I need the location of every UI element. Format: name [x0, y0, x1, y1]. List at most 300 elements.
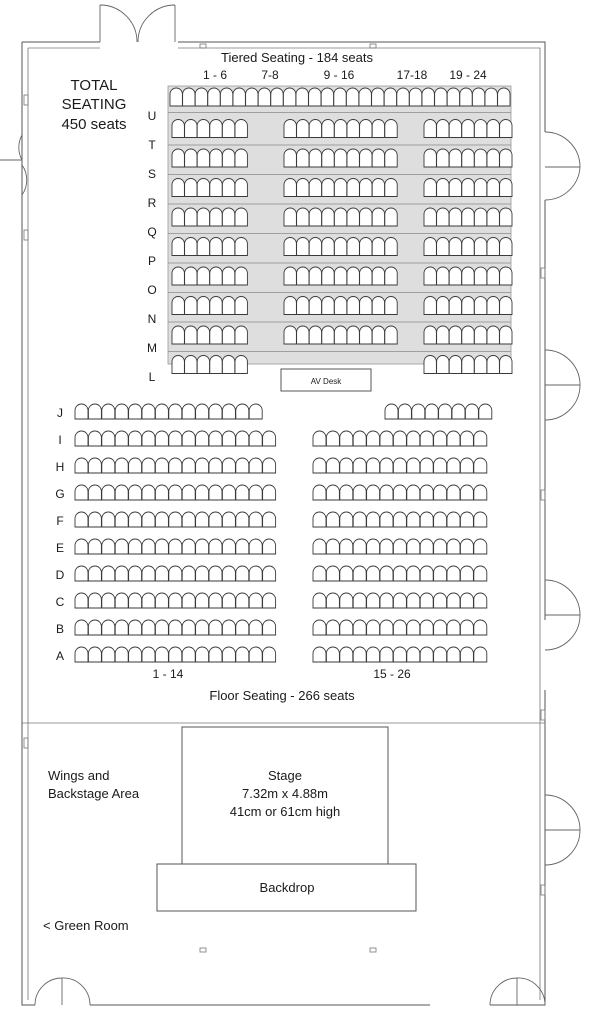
seat	[236, 431, 249, 446]
seat	[360, 326, 372, 344]
seat	[129, 458, 142, 473]
seat	[437, 267, 449, 285]
seat	[340, 431, 353, 446]
seat	[75, 431, 88, 446]
seat	[182, 431, 195, 446]
seat	[155, 593, 168, 608]
seat	[385, 208, 397, 226]
seat	[462, 237, 474, 255]
seat	[360, 179, 372, 197]
seat	[500, 297, 512, 315]
seat	[182, 458, 195, 473]
seat	[447, 485, 460, 500]
floor-seating-title: Floor Seating - 266 seats	[209, 688, 355, 703]
seat	[353, 458, 366, 473]
seat	[353, 512, 366, 527]
seat	[197, 297, 209, 315]
seat	[284, 208, 296, 226]
seat	[88, 512, 101, 527]
seat	[155, 431, 168, 446]
backdrop-label: Backdrop	[259, 880, 315, 895]
seat	[500, 356, 512, 374]
seat	[420, 431, 433, 446]
seat	[75, 593, 88, 608]
seat	[196, 566, 209, 581]
seat	[249, 431, 262, 446]
seat	[170, 88, 182, 106]
tier-row-label: L	[148, 370, 156, 384]
seat	[500, 238, 512, 256]
seat	[102, 566, 115, 581]
seat	[142, 566, 155, 581]
seat	[222, 593, 235, 608]
seat	[393, 458, 406, 473]
seat	[447, 593, 460, 608]
seat	[360, 208, 372, 226]
seat	[340, 647, 353, 662]
seat	[385, 404, 398, 419]
seat	[183, 88, 195, 106]
seat	[367, 512, 380, 527]
seat	[210, 238, 222, 256]
seat	[485, 88, 497, 106]
seat	[474, 208, 486, 226]
seat	[263, 458, 276, 473]
seat	[115, 620, 128, 635]
seat	[372, 120, 384, 138]
seat	[407, 620, 420, 635]
seat	[309, 267, 321, 285]
seat	[88, 404, 101, 419]
seat	[462, 297, 474, 315]
tiered-seating-title: Tiered Seating - 184 seats	[221, 50, 373, 65]
seat	[297, 179, 309, 197]
seat	[360, 297, 372, 315]
seat	[129, 539, 142, 554]
seat	[222, 620, 235, 635]
seat	[209, 539, 222, 554]
seat	[420, 512, 433, 527]
seat	[88, 458, 101, 473]
seat	[447, 431, 460, 446]
seat	[487, 297, 499, 315]
seat	[474, 149, 486, 167]
seat	[155, 647, 168, 662]
seat	[380, 593, 393, 608]
floor-row-label: J	[57, 406, 63, 420]
tier-column-label: 9 - 16	[323, 68, 355, 82]
seat	[474, 647, 487, 662]
seat	[424, 238, 436, 256]
seat	[460, 593, 473, 608]
seat	[235, 179, 247, 197]
seat	[437, 238, 449, 256]
seat	[326, 593, 339, 608]
seat	[462, 208, 474, 226]
seat	[185, 297, 197, 315]
seat	[437, 326, 449, 344]
seat	[235, 267, 247, 285]
seat	[452, 404, 465, 419]
seat	[169, 647, 182, 662]
seat	[169, 485, 182, 500]
seat	[385, 267, 397, 285]
seat	[334, 326, 346, 344]
tier-row-label: N	[147, 312, 157, 326]
seat	[487, 326, 499, 344]
seat	[322, 267, 334, 285]
seat	[129, 566, 142, 581]
seat	[465, 404, 478, 419]
seat	[407, 566, 420, 581]
seat	[197, 326, 209, 344]
seat	[249, 404, 262, 419]
tier-row-label: S	[147, 167, 157, 181]
seat	[385, 119, 397, 137]
seat	[425, 404, 438, 419]
seat	[155, 485, 168, 500]
seat	[297, 149, 309, 167]
seat	[182, 485, 195, 500]
seat	[479, 404, 492, 419]
seat	[380, 647, 393, 662]
seat	[407, 593, 420, 608]
seat	[263, 539, 276, 554]
seat	[407, 647, 420, 662]
seat	[236, 539, 249, 554]
seat	[102, 593, 115, 608]
seat	[449, 356, 461, 374]
seat	[129, 593, 142, 608]
seat	[474, 267, 486, 285]
seat	[326, 647, 339, 662]
stage-height: 41cm or 61cm high	[229, 804, 341, 819]
seat	[447, 647, 460, 662]
seat	[75, 566, 88, 581]
seat	[222, 297, 234, 315]
seat	[437, 149, 449, 167]
seat	[222, 119, 234, 137]
seat	[474, 297, 486, 315]
seat	[222, 647, 235, 662]
seat	[222, 431, 235, 446]
seat	[75, 458, 88, 473]
seat	[487, 179, 499, 197]
seat	[347, 238, 359, 256]
seat	[155, 404, 168, 419]
seat	[313, 431, 326, 446]
seat	[326, 566, 339, 581]
seat	[102, 458, 115, 473]
seat	[380, 458, 393, 473]
seat	[155, 539, 168, 554]
seat	[420, 647, 433, 662]
seat	[284, 238, 296, 256]
seat	[196, 647, 209, 662]
seat	[222, 208, 234, 226]
seat	[209, 458, 222, 473]
seat	[474, 539, 487, 554]
seat	[222, 512, 235, 527]
seat	[196, 539, 209, 554]
seat	[360, 238, 372, 256]
seat	[236, 620, 249, 635]
seat	[353, 593, 366, 608]
floor-row-label: C	[55, 595, 65, 609]
seat	[249, 620, 262, 635]
seat	[487, 208, 499, 226]
seat	[322, 208, 334, 226]
seat	[185, 267, 197, 285]
seat	[393, 485, 406, 500]
seat	[235, 326, 247, 344]
seat	[155, 566, 168, 581]
seat	[309, 179, 321, 197]
seat	[115, 458, 128, 473]
tiered-seating-block	[168, 86, 512, 374]
seat	[182, 539, 195, 554]
seat	[347, 267, 359, 285]
seat	[409, 88, 421, 106]
seat	[222, 326, 234, 344]
seat	[115, 566, 128, 581]
seat	[367, 620, 380, 635]
tier-row-label: Q	[147, 225, 157, 239]
seat	[385, 178, 397, 196]
seat	[102, 647, 115, 662]
seat	[313, 458, 326, 473]
seat	[372, 208, 384, 226]
seat	[210, 179, 222, 197]
seat	[172, 238, 184, 256]
seat	[263, 593, 276, 608]
seat	[313, 593, 326, 608]
floor-seating-block	[75, 404, 492, 662]
seat	[142, 458, 155, 473]
seat	[422, 88, 434, 106]
seat	[380, 539, 393, 554]
seat	[322, 326, 334, 344]
seat	[210, 267, 222, 285]
seat	[155, 458, 168, 473]
seat	[182, 512, 195, 527]
seat	[353, 620, 366, 635]
seat	[196, 485, 209, 500]
seat	[474, 356, 486, 374]
seat	[367, 485, 380, 500]
seat	[222, 458, 235, 473]
seat	[222, 178, 234, 196]
seat	[185, 208, 197, 226]
seat	[474, 620, 487, 635]
seat	[209, 566, 222, 581]
seat	[500, 267, 512, 285]
seat	[185, 326, 197, 344]
seat	[334, 238, 346, 256]
floor-row-label: H	[55, 460, 65, 474]
seat	[169, 620, 182, 635]
seat	[460, 566, 473, 581]
seat	[340, 458, 353, 473]
seat	[498, 88, 510, 106]
seat	[115, 512, 128, 527]
seat	[449, 120, 461, 138]
seat	[169, 566, 182, 581]
green-room-label: < Green Room	[43, 918, 129, 933]
seat	[447, 539, 460, 554]
seat	[447, 88, 459, 106]
seat	[449, 149, 461, 167]
seat	[460, 512, 473, 527]
seat	[209, 431, 222, 446]
seat	[393, 620, 406, 635]
seat	[88, 593, 101, 608]
tier-row-label: U	[147, 109, 157, 123]
wings-label-line2: Backstage Area	[48, 786, 140, 801]
seat	[407, 458, 420, 473]
seat	[210, 120, 222, 138]
seat	[263, 566, 276, 581]
wings-label-line1: Wings and	[48, 768, 110, 783]
tier-row-label: O	[147, 283, 157, 297]
seat	[102, 620, 115, 635]
seat	[487, 120, 499, 138]
seat	[447, 458, 460, 473]
seat	[155, 620, 168, 635]
seat	[102, 539, 115, 554]
seat	[385, 149, 397, 167]
seat	[249, 647, 262, 662]
tier-column-label: 1 - 6	[202, 68, 228, 82]
seat	[197, 178, 209, 196]
floor-row-labels	[55, 406, 64, 663]
seat	[284, 120, 296, 138]
seat	[197, 208, 209, 226]
seat	[500, 326, 512, 344]
seat	[393, 512, 406, 527]
seat	[474, 593, 487, 608]
backdrop	[157, 864, 416, 911]
seat	[75, 647, 88, 662]
seat	[437, 208, 449, 226]
seat	[420, 539, 433, 554]
seat	[367, 566, 380, 581]
seat	[129, 404, 142, 419]
seat	[169, 512, 182, 527]
seat	[155, 512, 168, 527]
seat	[309, 208, 321, 226]
seat	[449, 238, 461, 256]
seat	[326, 485, 339, 500]
seat	[172, 208, 184, 226]
seat	[353, 431, 366, 446]
seat	[326, 458, 339, 473]
seat	[340, 539, 353, 554]
seat	[249, 485, 262, 500]
seat	[449, 267, 461, 285]
seat	[372, 88, 384, 106]
floor-row-label: F	[56, 514, 64, 528]
seat	[142, 512, 155, 527]
stage-title: Stage	[268, 768, 302, 783]
seat	[236, 458, 249, 473]
seat	[297, 297, 309, 315]
seat	[380, 566, 393, 581]
seat	[235, 356, 247, 374]
seat	[313, 647, 326, 662]
seat	[313, 485, 326, 500]
seat	[412, 404, 425, 419]
seat	[309, 120, 321, 138]
seat	[249, 566, 262, 581]
seat	[367, 539, 380, 554]
seat	[88, 485, 101, 500]
seat	[346, 88, 358, 106]
seat	[449, 326, 461, 344]
seat	[172, 326, 184, 344]
seat	[297, 267, 309, 285]
seat	[297, 326, 309, 344]
tier-row-label: T	[148, 138, 156, 152]
seat	[185, 179, 197, 197]
seat	[208, 88, 220, 106]
seat	[424, 326, 436, 344]
seat	[424, 356, 436, 374]
seat	[360, 120, 372, 138]
seat	[449, 208, 461, 226]
seat	[209, 512, 222, 527]
seat	[474, 238, 486, 256]
tier-row-label: M	[147, 341, 157, 355]
seat	[182, 647, 195, 662]
seat	[449, 179, 461, 197]
seat	[249, 512, 262, 527]
seat	[115, 404, 128, 419]
floor-row-label: G	[55, 487, 65, 501]
seat	[196, 512, 209, 527]
seat	[393, 647, 406, 662]
seat	[449, 297, 461, 315]
tier-column-label: 19 - 24	[449, 68, 487, 82]
seat	[75, 539, 88, 554]
seat	[236, 404, 249, 419]
tier-row-label: P	[147, 254, 157, 268]
seat	[235, 149, 247, 167]
seat	[313, 566, 326, 581]
seat	[195, 88, 207, 106]
seat	[359, 88, 371, 106]
seat	[462, 119, 474, 137]
seat	[169, 404, 182, 419]
seat	[196, 620, 209, 635]
seat	[235, 238, 247, 256]
seat	[236, 566, 249, 581]
seat	[397, 88, 409, 106]
seat	[197, 149, 209, 167]
seat	[334, 297, 346, 315]
seat	[420, 593, 433, 608]
seat	[88, 647, 101, 662]
seat	[462, 356, 474, 374]
seat	[437, 179, 449, 197]
seat	[424, 149, 436, 167]
seat	[185, 238, 197, 256]
seat	[210, 208, 222, 226]
seat	[115, 485, 128, 500]
seat	[372, 238, 384, 256]
seat	[75, 485, 88, 500]
seat	[222, 237, 234, 255]
